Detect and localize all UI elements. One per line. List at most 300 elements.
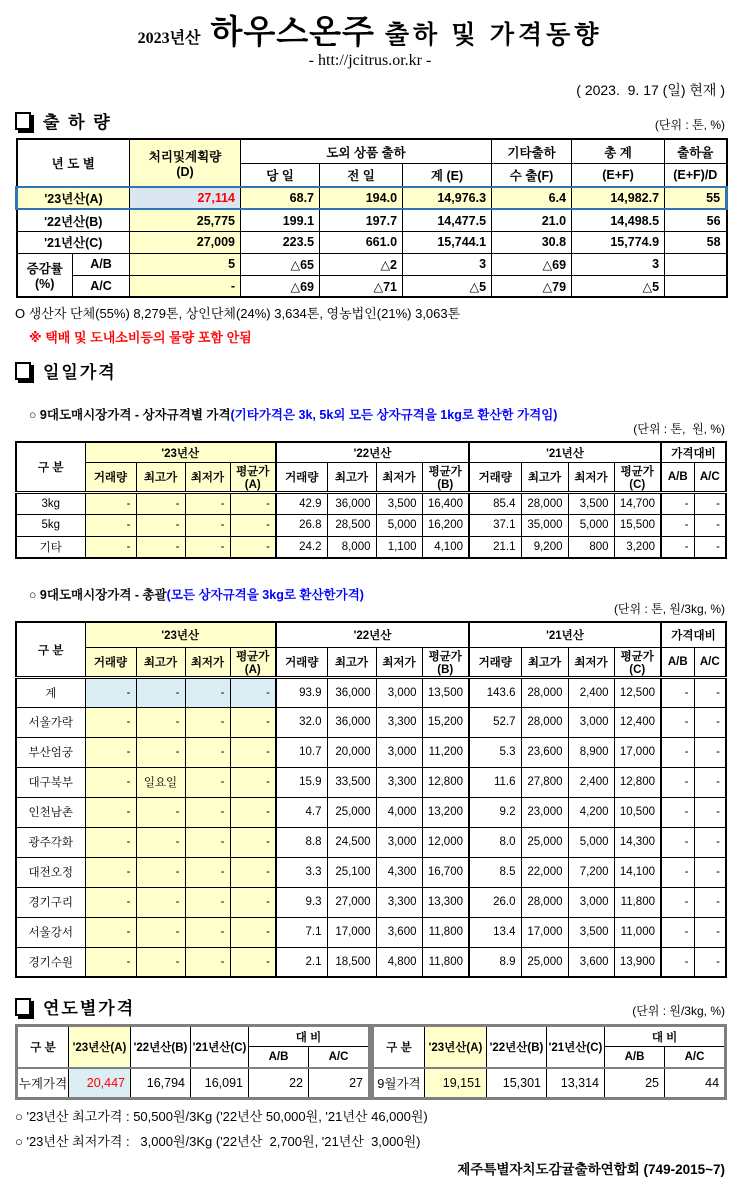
table-cell: A/C bbox=[73, 275, 130, 297]
table-header-cell: 구 분 bbox=[373, 1026, 425, 1068]
table-header-cell: 평균가(C) bbox=[614, 647, 661, 677]
table-cell: 광주각화 bbox=[16, 827, 85, 857]
overall-price-subtitle: ○ 9대도매시장가격 - 총괄(모든 상자규격을 3kg로 환산한가격) bbox=[28, 588, 364, 603]
table-cell: - bbox=[694, 677, 726, 707]
table-cell: - bbox=[85, 917, 136, 947]
table-cell: 경기구리 bbox=[16, 887, 85, 917]
section-title-text: 출 하 량 bbox=[43, 113, 112, 133]
table-cell: 28,000 bbox=[521, 887, 568, 917]
table-cell: 1,100 bbox=[376, 536, 422, 558]
section-title-daily bbox=[15, 358, 117, 383]
table-cell: - bbox=[85, 536, 136, 558]
table-cell: - bbox=[230, 536, 276, 558]
table-cell: 14,300 bbox=[614, 827, 661, 857]
table-cell: 5 bbox=[130, 253, 241, 275]
table-cell: 11,800 bbox=[614, 887, 661, 917]
table-header-cell: 최저가 bbox=[185, 647, 230, 677]
table-cell: 3,000 bbox=[568, 707, 614, 737]
table-cell: 11,800 bbox=[422, 917, 469, 947]
table-cell: - bbox=[85, 677, 136, 707]
table-cell: 32.0 bbox=[276, 707, 327, 737]
table-header-cell: 대 비 bbox=[249, 1026, 370, 1047]
table-cell: 17,000 bbox=[521, 917, 568, 947]
table-cell: - bbox=[136, 492, 185, 514]
table-header-cell: 최고가 bbox=[521, 462, 568, 492]
table-cell: 14,477.5 bbox=[403, 209, 492, 231]
table-cell: 27 bbox=[309, 1068, 370, 1099]
table-cell: 8,900 bbox=[568, 737, 614, 767]
table-cell: - bbox=[136, 514, 185, 536]
table-cell: 5.3 bbox=[469, 737, 521, 767]
table-cell: - bbox=[661, 797, 694, 827]
table-header-cell: 평균가(C) bbox=[614, 462, 661, 492]
table-cell: - bbox=[230, 857, 276, 887]
table-cell: 3 bbox=[572, 253, 665, 275]
table-cell: - bbox=[230, 737, 276, 767]
section-title-text: 연도별가격 bbox=[43, 999, 136, 1019]
min-price-note: ○ '23년산 최저가격 : 3,000원/3Kg ('22년산 2,700원, '21년산 3,000원) bbox=[15, 1134, 421, 1150]
table-cell: 3,200 bbox=[614, 536, 661, 558]
table-header-cell: 최저가 bbox=[376, 647, 422, 677]
table-cell: 3kg bbox=[16, 492, 85, 514]
table-cell: 10,500 bbox=[614, 797, 661, 827]
table-header-cell: 최고가 bbox=[327, 647, 376, 677]
table-cell: 25,000 bbox=[521, 827, 568, 857]
table-cell: 8.9 bbox=[469, 947, 521, 977]
table-cell: - bbox=[230, 767, 276, 797]
title-year: 2023년산 bbox=[137, 30, 201, 47]
table-cell: 14,700 bbox=[614, 492, 661, 514]
table-cell: 93.9 bbox=[276, 677, 327, 707]
table-cell: 3,300 bbox=[376, 707, 422, 737]
table-cell: 37.1 bbox=[469, 514, 521, 536]
table-cell: 26.0 bbox=[469, 887, 521, 917]
table-cell: 13,200 bbox=[422, 797, 469, 827]
table-cell: - bbox=[230, 677, 276, 707]
table-cell: - bbox=[661, 857, 694, 887]
table-cell: - bbox=[230, 492, 276, 514]
table-cell: 7.1 bbox=[276, 917, 327, 947]
table-cell: 8.0 bbox=[469, 827, 521, 857]
table-cell: - bbox=[694, 536, 726, 558]
table-cell: 3.3 bbox=[276, 857, 327, 887]
table-cell: 28,500 bbox=[327, 514, 376, 536]
table-cell: 18,500 bbox=[327, 947, 376, 977]
table-cell: - bbox=[185, 514, 230, 536]
table-cell: 4,300 bbox=[376, 857, 422, 887]
table-cell: 5,000 bbox=[568, 827, 614, 857]
section-square-icon bbox=[15, 998, 31, 1016]
unit-label-yearly: (단위 : 원/3kg, %) bbox=[632, 1004, 725, 1019]
table-cell bbox=[665, 253, 727, 275]
table-cell: 58 bbox=[665, 231, 727, 253]
table-cell: 11,200 bbox=[422, 737, 469, 767]
table-cell: 223.5 bbox=[241, 231, 320, 253]
table-cell: 5kg bbox=[16, 514, 85, 536]
table-cell: 2,400 bbox=[568, 677, 614, 707]
table-cell: 55 bbox=[665, 187, 727, 209]
table-cell: 16,700 bbox=[422, 857, 469, 887]
table-cell: 16,091 bbox=[191, 1068, 249, 1099]
table-cell: - bbox=[136, 917, 185, 947]
overall-price-table-body bbox=[16, 677, 726, 977]
table-cell: - bbox=[185, 797, 230, 827]
table-header-cell: A/C bbox=[694, 647, 726, 677]
table-cell: 52.7 bbox=[469, 707, 521, 737]
table-header-cell: 대 비 bbox=[605, 1026, 726, 1047]
table-cell: - bbox=[661, 536, 694, 558]
shipment-table-body bbox=[17, 187, 727, 297]
table-cell: 27,800 bbox=[521, 767, 568, 797]
table-cell: △71 bbox=[320, 275, 403, 297]
table-cell: - bbox=[230, 917, 276, 947]
table-cell: 3,500 bbox=[568, 492, 614, 514]
table-cell: 3,500 bbox=[568, 917, 614, 947]
yearly-tables bbox=[15, 1024, 725, 1100]
table-cell: - bbox=[185, 917, 230, 947]
table-cell: 16,794 bbox=[131, 1068, 191, 1099]
table-cell: 16,200 bbox=[422, 514, 469, 536]
table-cell: 13,314 bbox=[547, 1068, 605, 1099]
table-cell: 3,000 bbox=[376, 737, 422, 767]
table-cell: - bbox=[694, 827, 726, 857]
table-cell: 12,000 bbox=[422, 827, 469, 857]
table-cell: 11,000 bbox=[614, 917, 661, 947]
table-cell: '21년산(C) bbox=[17, 231, 130, 253]
table-header-cell: (E+F)/D bbox=[665, 163, 727, 187]
table-header-cell: A/C bbox=[694, 462, 726, 492]
shipment-table bbox=[15, 138, 728, 298]
table-cell: 800 bbox=[568, 536, 614, 558]
table-cell: - bbox=[85, 827, 136, 857]
table-cell: 계 bbox=[16, 677, 85, 707]
table-header-cell: 거래량 bbox=[469, 647, 521, 677]
producer-note: O 생산자 단체(55%) 8,279톤, 상인단체(24%) 3,634톤, 영농법인(21%) 3,063톤 bbox=[15, 306, 461, 322]
table-cell: 13,900 bbox=[614, 947, 661, 977]
table-cell: 대전오정 bbox=[16, 857, 85, 887]
section-square-icon bbox=[15, 362, 31, 380]
table-cell: 4,100 bbox=[422, 536, 469, 558]
table-cell: 13.4 bbox=[469, 917, 521, 947]
table-cell: 8,000 bbox=[327, 536, 376, 558]
table-cell: 15,200 bbox=[422, 707, 469, 737]
table-cell: 28,000 bbox=[521, 707, 568, 737]
table-header-cell: A/B bbox=[661, 462, 694, 492]
overall-price-table bbox=[15, 621, 727, 978]
table-cell: - bbox=[136, 707, 185, 737]
table-cell: - bbox=[85, 737, 136, 767]
table-cell: - bbox=[185, 707, 230, 737]
table-cell: 14,498.5 bbox=[572, 209, 665, 231]
table-cell: - bbox=[661, 492, 694, 514]
box-price-table-body bbox=[16, 492, 726, 558]
table-cell: 27,000 bbox=[327, 887, 376, 917]
table-cell: △79 bbox=[492, 275, 572, 297]
table-cell: 경기수원 bbox=[16, 947, 85, 977]
table-cell: 661.0 bbox=[320, 231, 403, 253]
table-header-cell: 최고가 bbox=[327, 462, 376, 492]
table-cell: 26.8 bbox=[276, 514, 327, 536]
table-cell: 28,000 bbox=[521, 677, 568, 707]
table-cell: - bbox=[661, 917, 694, 947]
table-header-cell: 전 일 bbox=[320, 163, 403, 187]
section-title-yearly bbox=[15, 994, 135, 1019]
table-cell: - bbox=[661, 947, 694, 977]
yearly-september-table bbox=[371, 1024, 727, 1100]
table-cell: - bbox=[85, 797, 136, 827]
table-cell: 3,600 bbox=[376, 917, 422, 947]
table-cell: '22년산(B) bbox=[17, 209, 130, 231]
table-cell: 30.8 bbox=[492, 231, 572, 253]
table-header-cell: 처리및계획량 (D) bbox=[130, 139, 241, 187]
table-header-cell: 평균가(A) bbox=[230, 462, 276, 492]
table-cell: 20,447 bbox=[69, 1068, 131, 1099]
table-header-cell: 총 계 bbox=[572, 139, 665, 163]
title-suffix: 출하 및 가격동향 bbox=[384, 22, 603, 49]
table-cell: A/B bbox=[73, 253, 130, 275]
table-cell: 3 bbox=[403, 253, 492, 275]
table-cell: 15.9 bbox=[276, 767, 327, 797]
table-cell: - bbox=[136, 737, 185, 767]
table-cell: 15,744.1 bbox=[403, 231, 492, 253]
table-cell: - bbox=[230, 887, 276, 917]
table-cell: - bbox=[230, 707, 276, 737]
table-header-cell: 최고가 bbox=[521, 647, 568, 677]
table-header-cell: A/C bbox=[665, 1047, 726, 1068]
table-cell: 3,500 bbox=[376, 492, 422, 514]
box-price-subtitle: ○ 9대도매시장가격 - 상자규격별 가격(기타가격은 3k, 5k외 모든 상자규격을 1kg로 환산한 가격임) bbox=[28, 408, 558, 423]
table-cell: - bbox=[694, 887, 726, 917]
report-date: ( 2023. 9. 17 (일) 현재 ) bbox=[576, 82, 725, 99]
title-product: 하우스온주 bbox=[210, 13, 375, 50]
table-cell: - bbox=[694, 767, 726, 797]
overall-price-table-head bbox=[16, 622, 726, 677]
table-header-cell: 기타출하 bbox=[492, 139, 572, 163]
table-cell: 24.2 bbox=[276, 536, 327, 558]
table-cell: 23,000 bbox=[521, 797, 568, 827]
table-cell: 25,100 bbox=[327, 857, 376, 887]
table-cell: 4,200 bbox=[568, 797, 614, 827]
table-header-cell: 평균가(A) bbox=[230, 647, 276, 677]
table-cell: - bbox=[85, 947, 136, 977]
table-cell: 3,000 bbox=[376, 827, 422, 857]
table-cell: '23년산(A) bbox=[17, 187, 130, 209]
table-cell: 36,000 bbox=[327, 492, 376, 514]
table-cell: - bbox=[661, 707, 694, 737]
table-cell: 14,100 bbox=[614, 857, 661, 887]
table-header-cell: A/C bbox=[309, 1047, 370, 1068]
table-cell: 대구북부 bbox=[16, 767, 85, 797]
table-cell: 12,800 bbox=[422, 767, 469, 797]
table-cell: 5,000 bbox=[568, 514, 614, 536]
table-cell: 143.6 bbox=[469, 677, 521, 707]
yearly-september-head bbox=[373, 1026, 726, 1068]
table-cell: 19,151 bbox=[425, 1068, 487, 1099]
unit-label-shipment: (단위 : 톤, %) bbox=[654, 118, 725, 133]
table-header-cell: 구 분 bbox=[17, 1026, 69, 1068]
table-cell: 5,000 bbox=[376, 514, 422, 536]
table-header-cell: '21년산 bbox=[469, 442, 661, 462]
table-header-cell: 거래량 bbox=[469, 462, 521, 492]
table-cell: - bbox=[185, 827, 230, 857]
table-cell: 36,000 bbox=[327, 677, 376, 707]
yearly-cumulative-body bbox=[17, 1068, 370, 1099]
table-cell: △2 bbox=[320, 253, 403, 275]
section-title-shipment bbox=[15, 108, 112, 133]
table-header-cell: '21년산 bbox=[469, 622, 661, 647]
table-cell: 13,300 bbox=[422, 887, 469, 917]
table-cell: - bbox=[694, 857, 726, 887]
table-cell: - bbox=[85, 492, 136, 514]
table-cell: 서울가락 bbox=[16, 707, 85, 737]
table-cell: 4.7 bbox=[276, 797, 327, 827]
table-cell: 3,000 bbox=[568, 887, 614, 917]
table-cell: 12,400 bbox=[614, 707, 661, 737]
table-header-cell: 거래량 bbox=[85, 647, 136, 677]
table-header-cell: (E+F) bbox=[572, 163, 665, 187]
table-cell: 3,600 bbox=[568, 947, 614, 977]
table-cell: - bbox=[185, 857, 230, 887]
exclusion-note: ※ 택배 및 도내소비등의 물량 포함 안됨 bbox=[29, 330, 252, 346]
table-cell: 15,500 bbox=[614, 514, 661, 536]
table-cell: - bbox=[661, 677, 694, 707]
source-url: - htt://jcitrus.or.kr - bbox=[308, 52, 432, 70]
table-cell: 44 bbox=[665, 1068, 726, 1099]
table-cell: - bbox=[694, 707, 726, 737]
table-cell: △69 bbox=[492, 253, 572, 275]
table-header-cell: '23년산 bbox=[85, 442, 276, 462]
table-cell: - bbox=[136, 827, 185, 857]
table-cell: 누계가격 bbox=[17, 1068, 69, 1099]
table-header-cell: 최저가 bbox=[376, 462, 422, 492]
table-header-cell: 가격대비 bbox=[661, 622, 726, 647]
table-cell: △5 bbox=[572, 275, 665, 297]
table-header-cell: 거래량 bbox=[276, 462, 327, 492]
table-cell: 3,000 bbox=[376, 677, 422, 707]
table-cell: - bbox=[185, 887, 230, 917]
table-header-cell: '23년산 bbox=[85, 622, 276, 647]
table-cell: △69 bbox=[241, 275, 320, 297]
table-cell: 197.7 bbox=[320, 209, 403, 231]
table-header-cell: 평균가(B) bbox=[422, 647, 469, 677]
table-cell: △5 bbox=[403, 275, 492, 297]
table-cell: - bbox=[694, 917, 726, 947]
table-cell: - bbox=[694, 947, 726, 977]
table-header-cell: A/B bbox=[249, 1047, 309, 1068]
overall-price-subtitle-note: (모든 상자규격을 3kg로 환산한가격) bbox=[166, 588, 364, 603]
table-cell: 25,775 bbox=[130, 209, 241, 231]
box-price-table bbox=[15, 441, 727, 559]
organization-name: 제주특별자치도감귤출하연합회 (749-2015~7) bbox=[457, 1162, 725, 1178]
table-cell: 36,000 bbox=[327, 707, 376, 737]
table-header-cell: A/B bbox=[661, 647, 694, 677]
table-cell: 일요일 bbox=[136, 767, 185, 797]
table-cell: - bbox=[85, 767, 136, 797]
table-cell: 4,000 bbox=[376, 797, 422, 827]
table-cell: - bbox=[694, 797, 726, 827]
table-header-cell: '21년산(C) bbox=[191, 1026, 249, 1068]
table-cell: - bbox=[661, 887, 694, 917]
table-cell: - bbox=[185, 767, 230, 797]
table-cell: 25 bbox=[605, 1068, 665, 1099]
table-cell: 25,000 bbox=[521, 947, 568, 977]
table-cell: 부산엄궁 bbox=[16, 737, 85, 767]
table-header-cell: 최고가 bbox=[136, 462, 185, 492]
table-cell: - bbox=[136, 677, 185, 707]
table-cell: 21.1 bbox=[469, 536, 521, 558]
table-cell: 17,000 bbox=[327, 917, 376, 947]
table-cell: △65 bbox=[241, 253, 320, 275]
table-cell: - bbox=[85, 857, 136, 887]
box-price-table-head bbox=[16, 442, 726, 492]
table-header-cell: 계 (E) bbox=[403, 163, 492, 187]
table-cell: 9월가격 bbox=[373, 1068, 425, 1099]
table-cell: 22,000 bbox=[521, 857, 568, 887]
section-square-icon bbox=[15, 112, 31, 130]
table-cell: - bbox=[130, 275, 241, 297]
table-cell: 기타 bbox=[16, 536, 85, 558]
table-cell: - bbox=[694, 492, 726, 514]
table-cell: - bbox=[136, 797, 185, 827]
table-cell: 199.1 bbox=[241, 209, 320, 231]
table-header-cell: 거래량 bbox=[85, 462, 136, 492]
table-cell: - bbox=[694, 737, 726, 767]
table-header-cell: 최저가 bbox=[568, 462, 614, 492]
table-cell: - bbox=[230, 827, 276, 857]
table-cell: 9.3 bbox=[276, 887, 327, 917]
table-cell: 7,200 bbox=[568, 857, 614, 887]
table-cell: 20,000 bbox=[327, 737, 376, 767]
table-header-cell: '23년산(A) bbox=[69, 1026, 131, 1068]
table-header-cell: 수 출(F) bbox=[492, 163, 572, 187]
table-cell: - bbox=[661, 827, 694, 857]
table-cell: - bbox=[661, 767, 694, 797]
table-cell: 27,009 bbox=[130, 231, 241, 253]
section-title-text: 일일가격 bbox=[43, 363, 117, 383]
table-cell: 12,500 bbox=[614, 677, 661, 707]
table-header-cell: '23년산(A) bbox=[425, 1026, 487, 1068]
table-header-cell: '22년산 bbox=[276, 622, 469, 647]
table-cell: 2.1 bbox=[276, 947, 327, 977]
table-cell: 15,301 bbox=[487, 1068, 547, 1099]
table-cell: 35,000 bbox=[521, 514, 568, 536]
table-cell: 194.0 bbox=[320, 187, 403, 209]
table-header-cell: 도외 상품 출하 bbox=[241, 139, 492, 163]
table-cell: 2,400 bbox=[568, 767, 614, 797]
table-cell: 15,774.9 bbox=[572, 231, 665, 253]
table-header-cell: 가격대비 bbox=[661, 442, 726, 462]
shipment-table-head bbox=[17, 139, 727, 187]
table-cell: 11,800 bbox=[422, 947, 469, 977]
table-cell: 85.4 bbox=[469, 492, 521, 514]
table-cell: 13,500 bbox=[422, 677, 469, 707]
table-cell: 56 bbox=[665, 209, 727, 231]
unit-label-overall-price: (단위 : 톤, 원/3kg, %) bbox=[613, 602, 725, 617]
table-header-cell: '22년산(B) bbox=[487, 1026, 547, 1068]
table-cell: 24,500 bbox=[327, 827, 376, 857]
page-title bbox=[15, 14, 725, 50]
table-cell: - bbox=[85, 514, 136, 536]
table-cell: - bbox=[185, 737, 230, 767]
table-cell: - bbox=[230, 514, 276, 536]
table-cell: - bbox=[136, 857, 185, 887]
table-cell: - bbox=[230, 797, 276, 827]
table-cell: - bbox=[185, 947, 230, 977]
table-cell: 12,800 bbox=[614, 767, 661, 797]
table-header-cell: '21년산(C) bbox=[547, 1026, 605, 1068]
table-cell: 28,000 bbox=[521, 492, 568, 514]
table-cell: 9.2 bbox=[469, 797, 521, 827]
